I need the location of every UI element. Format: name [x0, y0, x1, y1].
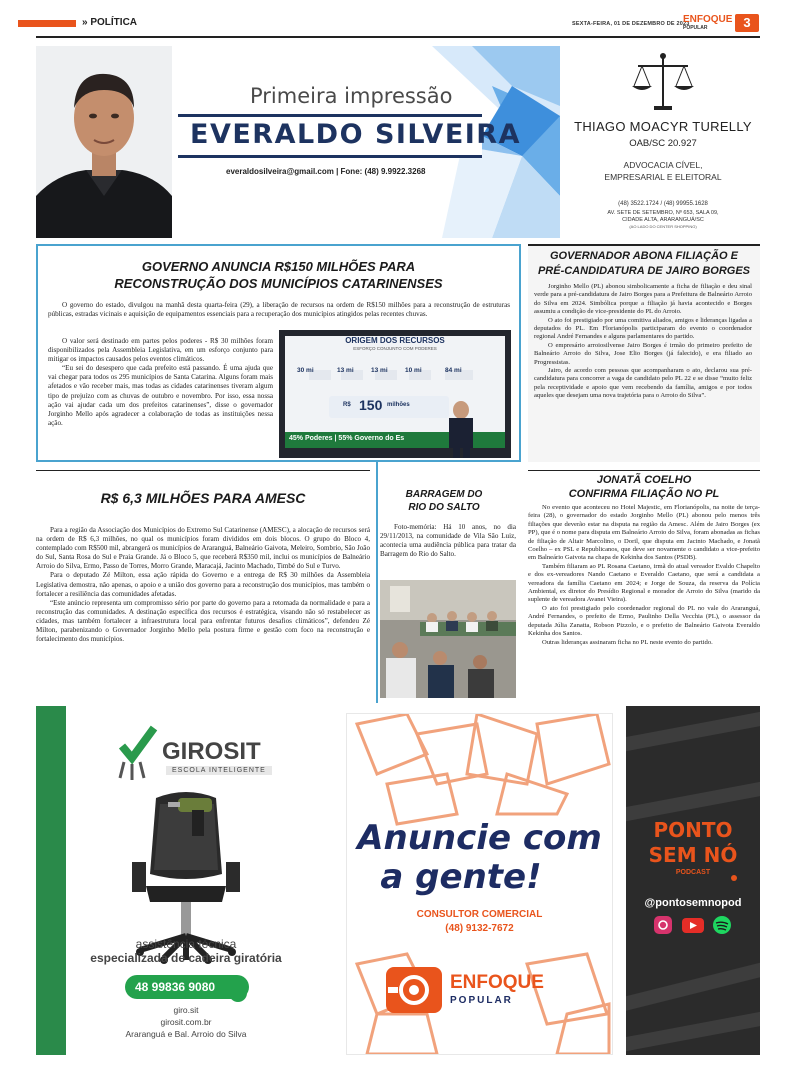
header-brand-name: ENFOQUE — [683, 14, 733, 25]
podcast-social-icons — [652, 915, 736, 935]
slide-amount-3: 13 mi — [371, 367, 388, 374]
gov-p1-text: O governo do estado, divulgou na manhã desta quarta-feira (29), a liberação de recursos na ordem de R$150 milhões para a reconstrução de estruturas públicas, estradas vicinais e aquisição de equipamentos essenciais para a recuperação dos municípios atingidos pelas recentes chuvas. — [48, 301, 510, 319]
jonata-headline-2: CONFIRMA FILIAÇÃO NO PL — [568, 488, 720, 500]
section-label — [82, 17, 137, 28]
gov-column — [48, 337, 273, 428]
jonata-p3-text: O ato foi prestigiado pelo coordenador regional do PL no vale do Araranguá, André Fernandes, o prefeito de Ermo, Paulinho Della Vecchia (PL), o assessor da deputada Júlia Zanatta, Robson Pizzolo, e o prefeito de Balneário Gaivota Everaldo Kekinha dos Santos. — [528, 604, 760, 638]
girosit-city: Araranguá e Bal. Arroio do Silva — [125, 1029, 247, 1039]
amesc-body — [36, 526, 370, 644]
amesc-headline: R$ 6,3 MILHÕES PARA AMESC — [100, 490, 306, 506]
header-brand-sub: POPULAR — [683, 25, 708, 31]
barragem-photo — [380, 580, 516, 698]
jonata-headline-1: JONATÃ COELHO — [596, 474, 692, 486]
amesc-p3-text: “Este anúncio representa um compromisso sério por parte do governo para a retomada da normalidade e para a reconstrução das comunidades. A destinação específica dos recursos é estratégica, visando não só restabelecer as cidades, mas também fortalecer a infraestrutura local para enfrentar futuros desafios climáticos”, defendeu Zé Milton, parabenizando o Governador Jorginho Mello pela postura firme e gestão com foco na reconstrução e fortalecimento dos municípios. — [36, 598, 370, 644]
abona-body — [534, 283, 752, 401]
column-author: EVERALDO SILVEIRA — [190, 119, 521, 150]
girosit-site[interactable]: girosit.com.br — [160, 1017, 212, 1027]
gov-p2-text: O valor será destinado em partes pelos poderes - R$ 30 milhões foram disponibilizados pela Assembleia Legislativa, em um esforço conjunto para mitigar os impactos causados pelos eventos climáticos. — [48, 337, 273, 364]
top-divider — [36, 36, 760, 38]
girosit-line-2: especializada de cadeira giratória — [90, 951, 282, 965]
spotify-icon[interactable] — [713, 916, 731, 934]
barragem-divider — [376, 462, 378, 703]
podcast-background — [626, 706, 760, 1055]
slide-total-suffix: milhões — [387, 402, 410, 408]
gov-paragraph-1 — [48, 301, 510, 319]
slide-amount-2: 13 mi — [337, 367, 354, 374]
lawyer-address-3: (AO LADO DO CENTER SHOPPING) — [629, 224, 697, 229]
lawyer-phones: (48) 3522.1724 / (48) 99955.1628 — [618, 201, 708, 207]
jonata-p4-text: Outras lideranças assinaram ficha no PL neste evento do partido. — [542, 638, 713, 646]
gov-p3-text: “Eu sei do desespero que cada prefeito está passando. É uma ajuda que vai chegar para todos os 295 municípios de Santa Catarina. Alguns foram mais afetados e vão receber mais, mas todas as cidades catarinenses tiveram algum tipo de prejuízo com as chuvas de outubro e novembro. Por isso, essa nossa ação vai ajudar cada um dos prefeitos catarinenses”, disse o governador Jorginho Mello após agradecer a colaboração de todas as instituições nessa ação. — [48, 364, 273, 427]
gov-event-photo — [279, 330, 511, 458]
author-photo — [36, 46, 172, 238]
section-tab-bar — [18, 20, 76, 27]
lawyer-tagline-2: EMPRESARIAL E ELEITORAL — [604, 172, 722, 182]
abona-headline-1: GOVERNADOR ABONA FILIAÇÃO E — [549, 250, 739, 262]
slide-total: 150 — [359, 397, 383, 413]
header-brand — [683, 15, 732, 33]
girosit-handle[interactable]: giro.sit — [173, 1005, 199, 1015]
anuncie-phone[interactable]: (48) 9132-7672 — [445, 923, 514, 934]
jonata-p1-text: No evento que aconteceu no Hotel Majestic, em Florianópolis, na noite de terça-feira (28), o governador do estado Jorginho Mello (PL) abonou pelo menos três filiações que deverão estar na disputa na região da Amesc. Além de Jairo Borges (ex PP), que é o nome para disputa em Balneário Arroio do Silva, foram abonadas as fichas de filiação de Altair Marcolino, o Doril, que disputa em Jacinto Machado, e Jonatã Coelho – ex PSL e Republicanos, que deve ser novamente o candidato a vice-prefeito em Balneário Gaivota na chapa de Kekinha dos Santos (PSDB). — [528, 504, 760, 562]
barragem-headline-2: RIO DO SALTO — [408, 502, 480, 513]
abona-p3-text: O empresário arroiosilvense Jairo Borges é irmão do primeiro prefeito de Balneário Arroio do Silva, Jose Elio Borges (já falecido), e era filiado ao Progressistas. — [534, 341, 752, 366]
column-contact: everaldosilveira@gmail.com | Fone: (48) 9.9922.3268 — [226, 167, 426, 176]
slide-footer: 45% Poderes | 55% Governo do Es — [289, 435, 405, 442]
edition-date: SEXTA-FEIRA, 01 DE DEZEMBRO DE 2023 — [572, 21, 690, 27]
girosit-check-icon — [122, 728, 154, 758]
lawyer-tagline-1: ADVOCACIA CÍVEL, — [623, 160, 703, 170]
instagram-icon[interactable] — [654, 916, 672, 934]
anuncie-brand-sub: POPULAR — [450, 995, 513, 1006]
podcast-label: PODCAST — [675, 869, 711, 876]
podcast-title-2: SEM NÓ — [648, 843, 738, 867]
barragem-p1-text: Foto-memória: Há 10 anos, no dia 29/11/2013, na comunidade de Vila São Luiz, acontecia uma audiência pública para tratar da Barragem do Rio do Salto. — [380, 523, 516, 559]
jonata-body — [528, 504, 760, 647]
podcast-handle[interactable]: @pontosemnopod — [644, 897, 742, 909]
youtube-icon[interactable] — [682, 918, 704, 933]
slide-total-prefix: R$ — [343, 402, 351, 408]
girosit-side-bar — [36, 706, 66, 1055]
amesc-divider — [36, 470, 370, 471]
abona-p2-text: O ato foi prestigiado por uma comitiva aliados, amigos e lideranças ligadas a deputados do PL. Em Florianópolis participaram do evento o coordenador regional André Fernandes e alguns parlamentares do partido. — [534, 316, 752, 341]
girosit-logo: GIROSIT — [162, 738, 261, 765]
lawyer-oab: OAB/SC 20.927 — [629, 138, 697, 149]
podcast-ad[interactable] — [626, 706, 760, 1055]
anuncie-line-1: Anuncie com — [357, 818, 602, 858]
section-prefix: » — [82, 17, 88, 28]
gov-headline-2: RECONSTRUÇÃO DOS MUNICÍPIOS CATARINENSES — [114, 276, 443, 291]
column-kicker: Primeira impressão — [250, 84, 453, 108]
slide-title: ORIGEM DOS RECURSOS — [345, 336, 445, 345]
lawyer-address-1: AV. SETE DE SETEMBRO, Nº 653, SALA 09, — [607, 210, 719, 216]
slide-amount-4: 10 mi — [405, 367, 422, 374]
slide-amount-1: 30 mi — [297, 367, 314, 374]
anuncie-line-2: a gente! — [380, 857, 542, 897]
scales-of-justice-icon — [566, 42, 760, 122]
page-number: 3 — [735, 14, 759, 32]
gov-headline-1: GOVERNO ANUNCIA R$150 MILHÕES PARA — [141, 259, 416, 274]
jonata-divider — [528, 470, 760, 471]
girosit-tagline: ESCOLA INTELIGENTE — [166, 766, 272, 775]
amesc-p1-text: Para a região da Associação dos Municípios do Extremo Sul Catarinense (AMESC), a alocação de recursos será na ordem de R$ 6,3 milhões, no qual os municípios foram divididos em dois blocos. O grupo do Bloco 4, contemplado com R$500 mil, abrangerá os municípios de Araranguá, Balneário Gaivota, Meleiro, Sombrio, São João do Sul, Santa Rosa do Sul e Praia Grande. Já o Bloco 5, que receberá R$350 mil, inclui os municípios de Balneário Arroio do Silva, Ermo, Passo de Torres, Morro Grande, Maracajá, Jacinto Machado, Timbé do Sul e Turvo. — [36, 526, 370, 571]
slide-subtitle: ESFORÇO CONJUNTO COM PODERES — [353, 346, 437, 351]
abona-p4-text: Jairo, de acordo com pessoas que acompanharam o ato, declarou sua pré-candidatura para concorrer a vaga de candidato pelo PL 22 e se disse “muito feliz pela receptividade e apoio que vem recebendo da família, amigos e por todos aqueles que desejam uma nova trajetória para o Arroio do Silva”. — [534, 367, 752, 400]
barragem-headline-1: BARRAGEM DO — [405, 489, 483, 500]
barragem-body — [380, 523, 516, 559]
section-name: POLÍTICA — [90, 17, 138, 28]
slide-amount-5: 84 mi — [445, 367, 462, 374]
lawyer-name: THIAGO MOACYR TURELLY — [574, 119, 752, 134]
jonata-p2-text: Também filiaram ao PL Rosana Caetano, irmã do atual vereador Evaldo Chapelto e dos ex-vereadores Nando Caetano e Everaldo Caetano, que será a candidata a vereadora da família Caetano em 2024; e Jorge de Souza, da reserva da Polícia Ambiental, ex diretor do Presídio Regional e morador de Arroio do Silva (marido da suplente de vereadora Avanei Vieira). — [528, 562, 760, 604]
anuncie-consultant-label: CONSULTOR COMERCIAL — [416, 909, 543, 920]
amesc-p2-text: Para o deputado Zé Milton, essa ação rápida do Governo e a entrega de R$ 30 milhões da Assembleia Legislativa demostra, não apenas, o apoio e a união dos governo para a reconstrução dos municípios, mas também o fortalecer a resiliência das comunidades afetadas. — [36, 571, 370, 598]
abona-p1-text: Jorginho Mello (PL) abonou simbolicamente a ficha de filiação e deu sinal verde para a pré-candidatura de Jairo Borges para a Prefeitura de Balneário Arroio do Silva em 2024. Simbólica porque a filiação já havia acontecido e Borges assumiu a condição de vice-presidente do PL do Arroio. — [534, 283, 752, 316]
lawyer-address-2: CIDADE ALTA, ARARANGUÁ/SC — [622, 217, 704, 223]
girosit-phone[interactable]: 48 99836 9080 — [125, 975, 249, 999]
podcast-title-1: PONTO — [653, 818, 733, 842]
girosit-line-1: assistência técnica — [135, 937, 237, 951]
anuncie-brand: ENFOQUE — [450, 972, 544, 993]
abona-headline-2: PRÉ-CANDIDATURA DE JAIRO BORGES — [537, 265, 751, 277]
